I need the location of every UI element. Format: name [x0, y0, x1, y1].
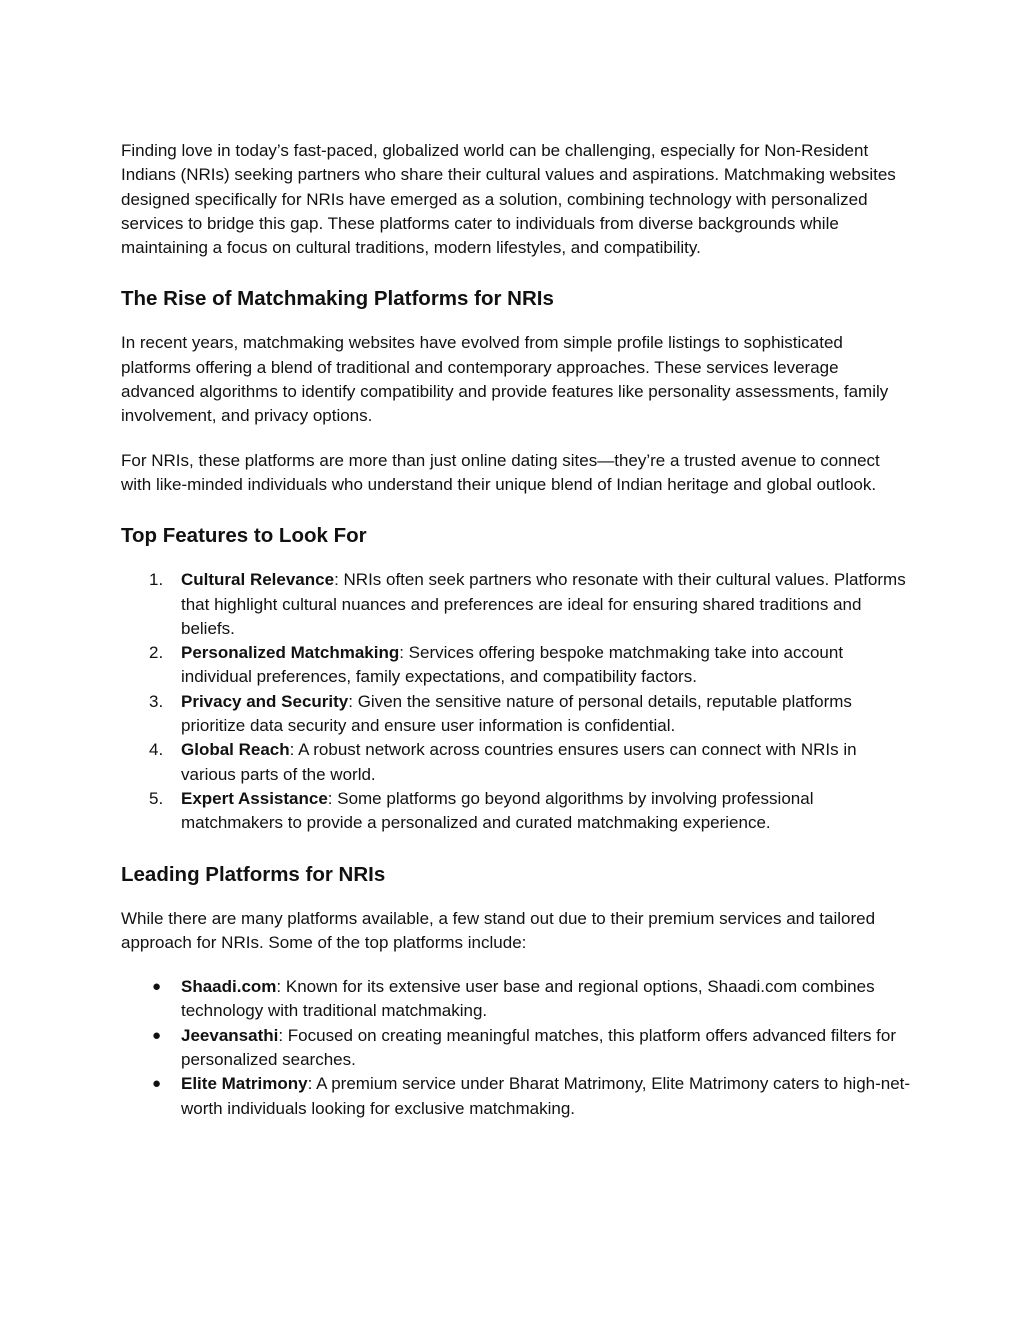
bullet-icon: ●: [152, 1026, 162, 1044]
feature-item: [121, 787, 911, 836]
platform-item: [121, 1072, 911, 1121]
platform-term: Elite Matrimony: [181, 1074, 308, 1094]
platforms-list: [121, 975, 911, 1121]
list-number: 3.: [149, 691, 164, 711]
feature-item: [121, 568, 911, 641]
feature-text: : Given the sensitive nature of personal details, reputable platforms prioritize data security and ensure user information is confidential.: [181, 691, 852, 736]
feature-text: : NRIs often seek partners who resonate with their cultural values. Platforms that highlight cultural nuances and preferences are ideal for ensuring shared traditions and beliefs.: [181, 570, 906, 638]
feature-term: Cultural Relevance: [181, 570, 335, 590]
platforms-paragraph: While there are many platforms available, a few stand out due to their premium services and tailored approach for NRIs. Some of the top platforms include:: [121, 908, 876, 952]
feature-item: [121, 690, 911, 739]
feature-item: [121, 641, 911, 690]
document-page: [121, 139, 911, 1121]
section-heading-features: Top Features to Look For: [121, 524, 367, 548]
rise-paragraph-2: For NRIs, these platforms are more than just online dating sites—they’re a trusted avenue to connect with like-minded individuals who understand their unique blend of Indian heritage and global outlook.: [121, 450, 880, 494]
feature-term: Expert Assistance: [181, 788, 328, 808]
list-number: 1.: [149, 570, 164, 590]
list-number: 2.: [149, 643, 164, 663]
intro-paragraph: Finding love in today’s fast-paced, globalized world can be challenging, especially for Non-Resident Indians (NRIs) seeking partners who share their cultural values and aspirations. Matchmaking websites designed specifically for NRIs have emerged as a solution, combining technology with personalized services to bridge this gap. These platforms cater to individuals from diverse backgrounds while maintaining a focus on cultural traditions, modern lifestyles, and compatibility.: [121, 141, 896, 258]
platform-item: [121, 975, 911, 1024]
platform-text: : A premium service under Bharat Matrimony, Elite Matrimony caters to high-net-worth individuals looking for exclusive matchmaking.: [181, 1074, 911, 1118]
feature-item: [121, 738, 911, 787]
bullet-icon: ●: [152, 978, 162, 996]
section-heading-rise: The Rise of Matchmaking Platforms for NRIs: [121, 287, 554, 311]
feature-term: Personalized Matchmaking: [181, 643, 400, 663]
feature-term: Global Reach: [181, 740, 290, 760]
platform-term: Jeevansathi: [181, 1025, 279, 1045]
features-list: [121, 568, 911, 835]
platform-text: : Known for its extensive user base and regional options, Shaadi.com combines technology with traditional matchmaking.: [181, 977, 875, 1021]
feature-text: : Some platforms go beyond algorithms by involving professional matchmakers to provide a personalized and curated matchmaking experience.: [181, 788, 814, 833]
feature-text: : A robust network across countries ensures users can connect with NRIs in various parts of the world.: [181, 740, 857, 784]
section-heading-platforms: Leading Platforms for NRIs: [121, 862, 386, 886]
bullet-icon: ●: [152, 1075, 162, 1093]
rise-paragraph-1: In recent years, matchmaking websites have evolved from simple profile listings to sophisticated platforms offering a blend of traditional and contemporary approaches. These services leverage advanced algorithms to identify compatibility and provide features like personality assessments, family involvement, and privacy options.: [121, 333, 889, 426]
platform-text: : Focused on creating meaningful matches, this platform offers advanced filters for personalized searches.: [181, 1025, 897, 1070]
feature-text: : Services offering bespoke matchmaking take into account individual preferences, family expectations, and compatibility factors.: [181, 643, 844, 687]
platform-item: [121, 1024, 911, 1073]
list-number: 5.: [149, 788, 164, 808]
list-number: 4.: [149, 740, 164, 760]
platform-term: Shaadi.com: [181, 977, 277, 997]
feature-term: Privacy and Security: [181, 691, 349, 711]
